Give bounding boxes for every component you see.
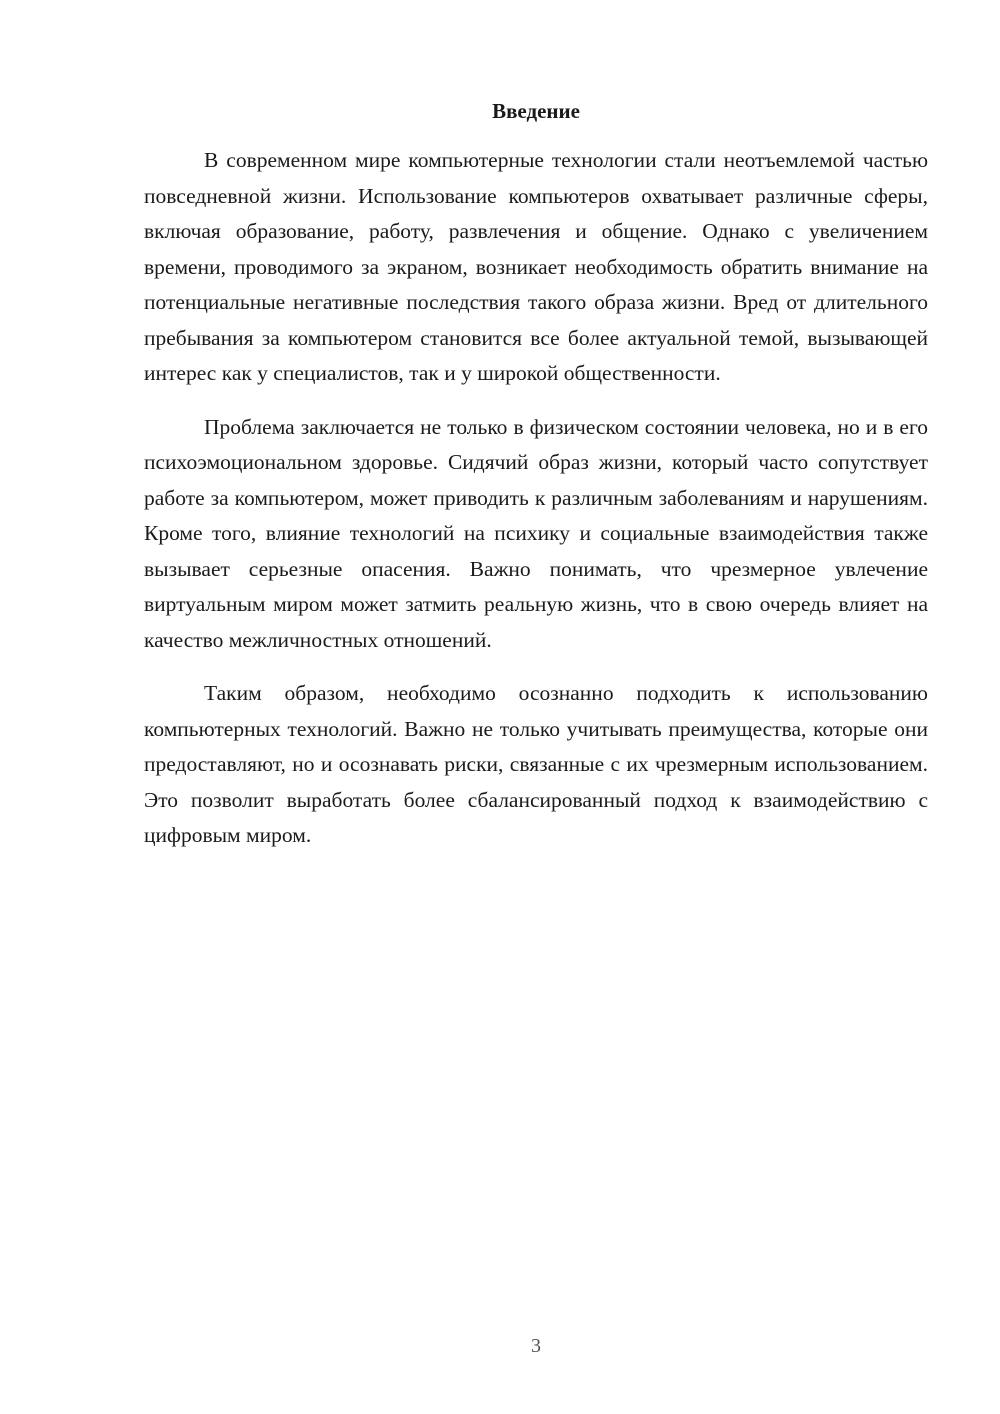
paragraph-3: Таким образом, необходимо осознанно подходить к использованию компьютерных технологий. Важно не только учитывать преимущества, которые они предоставляют, но и осознавать риски, связанные с их чрезмерным использованием. Это позволит выработать более сбалансированный подход к взаимодействию с цифровым миром. <box>144 681 928 847</box>
paragraph-1: В современном мире компьютерные технологии стали неотъемлемой частью повседневной жизни. Использование компьютеров охватывает различные сферы, включая образование, работу, развлечения и общение. Однако с увеличением времени, проводимого за экраном, возникает необходимость обратить внимание на потенциальные негативные последствия такого образа жизни. Вред от длительного пребывания за компьютером становится все более актуальной темой, вызывающей интерес как у специалистов, так и у широкой общественности. <box>144 148 928 385</box>
paragraph-2: Проблема заключается не только в физическом состоянии человека, но и в его психоэмоциональном здоровье. Сидячий образ жизни, который часто сопутствует работе за компьютером, может приводить к различным заболеваниям и нарушениям. Кроме того, влияние технологий на психику и социальные взаимодействия также вызывает серьезные опасения. Важно понимать, что чрезмерное увлечение виртуальным миром может затмить реальную жизнь, что в свою очередь влияет на качество межличностных отношений. <box>144 414 928 652</box>
page-number: 3 <box>531 1335 541 1357</box>
page-content <box>144 96 928 854</box>
section-heading: Введение <box>492 99 580 123</box>
